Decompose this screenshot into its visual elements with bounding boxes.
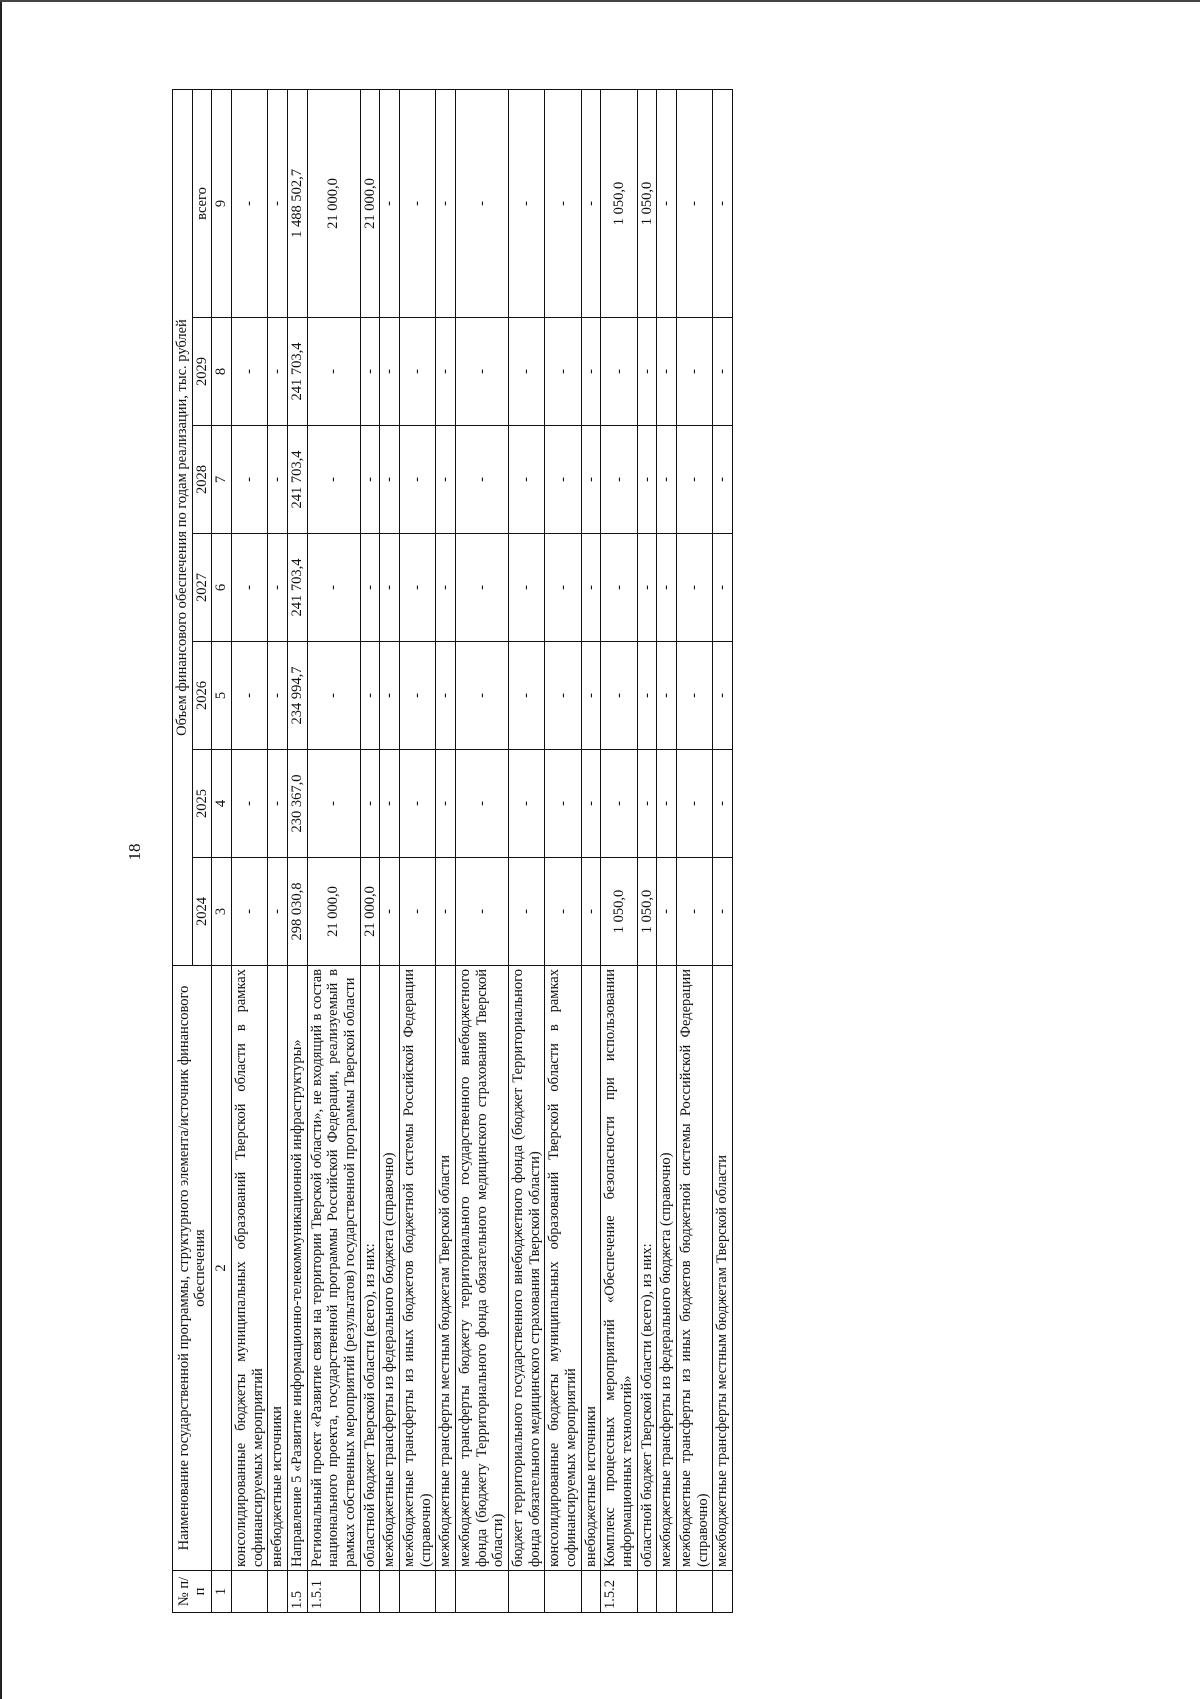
row-year-value: - [436, 426, 456, 534]
row-year-value: - [232, 642, 268, 750]
header-name: Наименование государственной программы, структурного элемента/источник финансового обеспечения [173, 966, 212, 1571]
row-year-value: - [268, 534, 288, 642]
row-total-value: - [232, 89, 268, 317]
column-number: 2 [212, 966, 232, 1571]
row-name: областной бюджет Тверской области (всего), из них: [360, 966, 380, 1571]
row-year-value: - [380, 534, 400, 642]
row-year-value: - [380, 858, 400, 966]
table-row [456, 89, 509, 1612]
row-total-value: - [581, 89, 601, 317]
row-year-value: - [232, 426, 268, 534]
row-total-value: - [380, 89, 400, 317]
row-year-value: - [657, 858, 677, 966]
scan-edge-left [0, 0, 2, 1699]
row-year-value: - [400, 750, 436, 858]
table-row [657, 89, 677, 1612]
row-year-value: - [509, 750, 545, 858]
row-number [509, 1571, 545, 1613]
row-year-value: - [657, 426, 677, 534]
row-number [713, 1571, 733, 1613]
row-number [380, 1571, 400, 1613]
row-year-value: - [360, 750, 380, 858]
row-year-value: - [581, 750, 601, 858]
row-name: консолидированные бюджеты муниципальных образований Тверской области в рамках софинансируемых мероприятий [545, 966, 581, 1571]
row-name: Региональный проект «Развитие связи на территории Тверской области», не входящий в состав национального проекта, государственной программы Российской Федерации, реализуемый в рамках собственных мероприятий (результатов) государственной программы Тверской области [307, 966, 360, 1571]
row-number [360, 1571, 380, 1613]
row-year-value: 298 030,8 [288, 858, 308, 966]
row-year-value: - [509, 426, 545, 534]
column-number: 5 [212, 642, 232, 750]
row-number [545, 1571, 581, 1613]
column-number: 4 [212, 750, 232, 858]
row-year-value: - [268, 426, 288, 534]
row-year-value: - [509, 534, 545, 642]
row-number: 1.5 [288, 1571, 308, 1613]
row-year-value: - [545, 750, 581, 858]
row-year-value: - [456, 858, 509, 966]
row-year-value: - [307, 642, 360, 750]
row-total-value: - [657, 89, 677, 317]
row-name: внебюджетные источники [581, 966, 601, 1571]
row-year-value: - [677, 858, 713, 966]
table-row [637, 89, 657, 1612]
row-year-value: - [436, 642, 456, 750]
row-year-value: - [307, 534, 360, 642]
row-year-value: 241 703,4 [288, 534, 308, 642]
row-year-value: - [657, 642, 677, 750]
row-year-value: 234 994,7 [288, 642, 308, 750]
page-number: 18 [125, 843, 144, 861]
row-name: межбюджетные трансферты из федерального бюджета (справочно) [380, 966, 400, 1571]
row-year-value: - [360, 642, 380, 750]
row-year-value: - [268, 858, 288, 966]
row-year-value: - [360, 426, 380, 534]
row-total-value: 1 488 502,7 [288, 89, 308, 317]
row-year-value: - [380, 318, 400, 426]
row-total-value: - [677, 89, 713, 317]
row-name: межбюджетные трансферты местным бюджетам Тверской области [436, 966, 456, 1571]
row-total-value: 1 050,0 [601, 89, 637, 317]
row-year-value: - [601, 426, 637, 534]
row-year-value: 21 000,0 [307, 858, 360, 966]
column-number: 6 [212, 534, 232, 642]
row-year-value: - [380, 750, 400, 858]
row-year-value: - [232, 858, 268, 966]
row-year-value: - [545, 858, 581, 966]
row-year-value: - [657, 318, 677, 426]
table-row [581, 89, 601, 1612]
row-year-value: - [677, 642, 713, 750]
row-number [637, 1571, 657, 1613]
row-year-value: - [360, 534, 380, 642]
row-year-value: - [713, 318, 733, 426]
row-year-value: 1 050,0 [601, 858, 637, 966]
row-number [268, 1571, 288, 1613]
column-number: 7 [212, 426, 232, 534]
row-year-value: - [581, 318, 601, 426]
row-year-value: - [637, 642, 657, 750]
row-year-value: - [456, 534, 509, 642]
table-row [307, 89, 360, 1612]
row-number: 1.5.2 [601, 1571, 637, 1613]
header-year: 2027 [192, 534, 212, 642]
column-number: 9 [212, 89, 232, 317]
row-year-value: - [380, 642, 400, 750]
row-year-value: - [360, 318, 380, 426]
row-name: межбюджетные трансферты бюджету территориального государственного внебюджетного фонда (бюджету Территориального фонда обязательного медицинского страхования Тверской области) [456, 966, 509, 1571]
row-year-value: 241 703,4 [288, 426, 308, 534]
row-year-value: - [400, 534, 436, 642]
row-year-value: 230 367,0 [288, 750, 308, 858]
row-name: областной бюджет Тверской области (всего), из них: [637, 966, 657, 1571]
row-year-value: - [581, 858, 601, 966]
header-year: 2028 [192, 426, 212, 534]
row-number [677, 1571, 713, 1613]
table-row [436, 89, 456, 1612]
row-total-value: - [400, 89, 436, 317]
row-year-value: - [232, 750, 268, 858]
table-row [268, 89, 288, 1612]
row-year-value: - [581, 642, 601, 750]
table-row [360, 89, 380, 1612]
row-year-value: - [637, 318, 657, 426]
header-year: 2025 [192, 750, 212, 858]
row-year-value: - [268, 750, 288, 858]
row-year-value: - [545, 318, 581, 426]
row-year-value: - [232, 318, 268, 426]
row-year-value: - [400, 642, 436, 750]
row-year-value: - [677, 426, 713, 534]
row-number [436, 1571, 456, 1613]
column-number: 1 [212, 1571, 232, 1613]
row-year-value: 241 703,4 [288, 318, 308, 426]
table-row [400, 89, 436, 1612]
table-row [601, 89, 637, 1612]
row-year-value: - [509, 642, 545, 750]
row-year-value: - [677, 750, 713, 858]
row-total-value: 21 000,0 [360, 89, 380, 317]
row-name: внебюджетные источники [268, 966, 288, 1571]
row-year-value: - [268, 642, 288, 750]
table-row [677, 89, 713, 1612]
row-total-value: - [545, 89, 581, 317]
row-name: межбюджетные трансферты из федерального бюджета (справочно) [657, 966, 677, 1571]
financing-table [172, 89, 733, 1613]
row-year-value: - [509, 858, 545, 966]
row-year-value: - [713, 426, 733, 534]
row-total-value: - [436, 89, 456, 317]
row-year-value: - [380, 426, 400, 534]
row-total-value: - [713, 89, 733, 317]
row-name: межбюджетные трансферты местным бюджетам Тверской области [713, 966, 733, 1571]
row-name: Комплекс процессных мероприятий «Обеспечение безопасности при использовании информационных технологий» [601, 966, 637, 1571]
row-year-value: - [637, 426, 657, 534]
row-year-value: - [601, 750, 637, 858]
row-year-value: - [307, 750, 360, 858]
row-year-value: - [677, 318, 713, 426]
row-year-value: - [657, 750, 677, 858]
row-year-value: - [436, 534, 456, 642]
header-year: 2024 [192, 858, 212, 966]
row-year-value: - [713, 858, 733, 966]
column-number: 3 [212, 858, 232, 966]
row-year-value: - [307, 426, 360, 534]
row-year-value: - [509, 318, 545, 426]
row-year-value: - [545, 426, 581, 534]
row-number [232, 1571, 268, 1613]
row-total-value: 21 000,0 [307, 89, 360, 317]
row-year-value: - [436, 858, 456, 966]
row-year-value: - [456, 750, 509, 858]
table-row [380, 89, 400, 1612]
row-year-value: - [637, 750, 657, 858]
row-year-value: - [677, 534, 713, 642]
header-year: 2026 [192, 642, 212, 750]
row-year-value: - [581, 426, 601, 534]
row-number [581, 1571, 601, 1613]
header-number: № п/п [173, 1571, 212, 1613]
row-number: 1.5.1 [307, 1571, 360, 1613]
row-number [657, 1571, 677, 1613]
row-name: бюджет территориального государственного внебюджетного фонда (бюджет Территориального фонда обязательного медицинского страхования Тверской области) [509, 966, 545, 1571]
row-year-value: - [601, 534, 637, 642]
row-year-value: - [400, 318, 436, 426]
row-name: межбюджетные трансферты из иных бюджетов бюджетной системы Российской Федерации (справочно) [677, 966, 713, 1571]
row-total-value: 1 050,0 [637, 89, 657, 317]
table-row [232, 89, 268, 1612]
row-year-value: - [601, 642, 637, 750]
table-row [545, 89, 581, 1612]
row-year-value: - [400, 426, 436, 534]
row-year-value: 1 050,0 [637, 858, 657, 966]
row-year-value: - [713, 534, 733, 642]
row-number [456, 1571, 509, 1613]
row-name: консолидированные бюджеты муниципальных образований Тверской области в рамках софинансируемых мероприятий [232, 966, 268, 1571]
row-name: межбюджетные трансферты из иных бюджетов бюджетной системы Российской Федерации (справочно) [400, 966, 436, 1571]
row-year-value: - [713, 750, 733, 858]
row-year-value: - [436, 750, 456, 858]
row-year-value: - [400, 858, 436, 966]
row-year-value: - [456, 642, 509, 750]
header-total: всего [192, 89, 212, 317]
scan-edge-top [0, 0, 1200, 2]
row-year-value: - [268, 318, 288, 426]
row-year-value: - [713, 642, 733, 750]
row-year-value: - [436, 318, 456, 426]
column-number: 8 [212, 318, 232, 426]
header-financing-group: Объем финансового обеспечения по годам реализации, тыс. рублей [173, 89, 193, 965]
row-year-value: - [545, 534, 581, 642]
row-year-value: - [545, 642, 581, 750]
row-total-value: - [456, 89, 509, 317]
row-number [400, 1571, 436, 1613]
table-row [509, 89, 545, 1612]
row-year-value: - [637, 534, 657, 642]
row-year-value: - [307, 318, 360, 426]
row-total-value: - [268, 89, 288, 317]
row-year-value: - [601, 318, 637, 426]
row-name: Направление 5 «Развитие информационно-телекоммуникационной инфраструктуры» [288, 966, 308, 1571]
row-total-value: - [509, 89, 545, 317]
row-year-value: - [657, 534, 677, 642]
financing-table-container [172, 90, 1007, 1613]
table-row [713, 89, 733, 1612]
header-row-1 [173, 89, 193, 1612]
table-row [288, 89, 308, 1612]
column-numbers-row [212, 89, 232, 1612]
row-year-value: - [456, 318, 509, 426]
row-year-value: 21 000,0 [360, 858, 380, 966]
row-year-value: - [232, 534, 268, 642]
row-year-value: - [581, 534, 601, 642]
header-year: 2029 [192, 318, 212, 426]
row-year-value: - [456, 426, 509, 534]
